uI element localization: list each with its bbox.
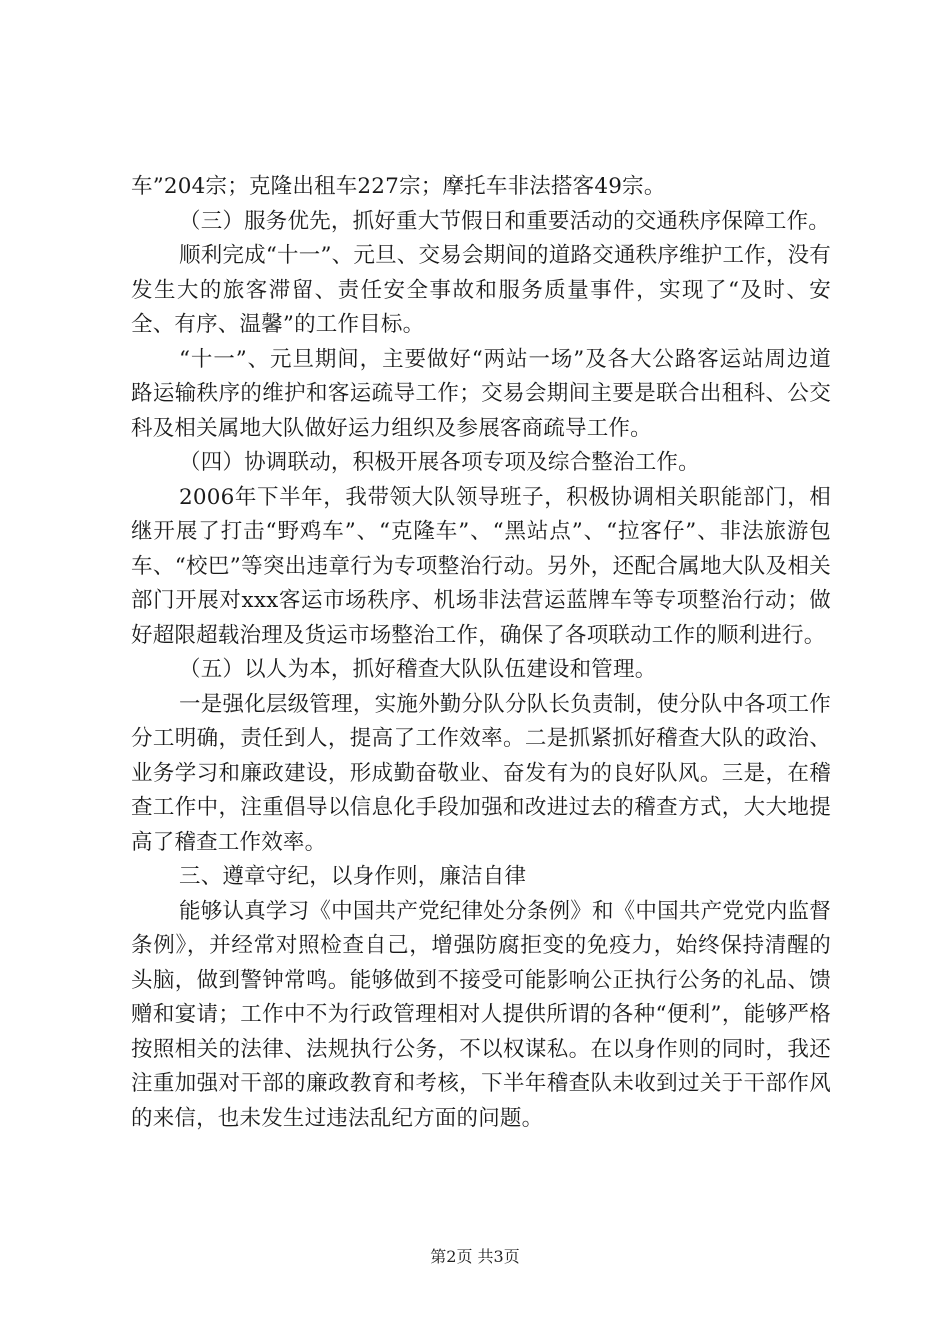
paragraph-4: “十一”、元旦期间，主要做好“两站一场”及各大公路客运站周边道路运输秩序的维护和客运疏导工作；交易会期间主要是联合出租科、公交科及相关属地大队做好运力组织及参展客商疏导工作。 — [131, 346, 831, 441]
paragraph-10: 能够认真学习《中国共产党纪律处分条例》和《中国共产党党内监督条例》，并经常对照检查自己，增强防腐拒变的免疫力，始终保持清醒的头脑，做到警钟常鸣。能够做到不接受可能影响公正执行公务的礼品、馈赠和宴请；工作中不为行政管理相对人提供所谓的各种“便利”，能够严格按照相关的法律、法规执行公务，不以权谋私。在以身作则的同时，我还注重加强对干部的廉政教育和考核，下半年稽查队未收到过关于干部作风的来信，也未发生过违法乱纪方面的问题。 — [131, 898, 831, 1131]
document-body — [131, 170, 831, 1136]
paragraph-9: 三、遵章守纪，以身作则，廉洁自律 — [179, 864, 527, 889]
paragraph-7: （五）以人为本，抓好稽查大队队伍建设和管理。 — [179, 657, 657, 682]
paragraph-5: （四）协调联动，积极开展各项专项及综合整治工作。 — [179, 450, 700, 475]
paragraph-6: 2006年下半年，我带领大队领导班子，积极协调相关职能部门，相继开展了打击“野鸡车”、“克隆车”、“黑站点”、“拉客仔”、非法旅游包车、“校巴”等突出违章行为专项整治行动。另外，还配合属地大队及相关部门开展对xxx客运市场秩序、机场非法营运蓝牌车等专项整治行动；做好超限超载治理及货运市场整治工作，确保了各项联动工作的顺利进行。 — [131, 484, 831, 648]
paragraph-1: 车”204宗；克隆出租车227宗；摩托车非法搭客49宗。 — [131, 174, 666, 199]
paragraph-8: 一是强化层级管理，实施外勤分队分队长负责制，使分队中各项工作分工明确，责任到人，提高了工作效率。二是抓紧抓好稽查大队的政治、业务学习和廉政建设，形成勤奋敬业、奋发有为的良好队风。三是，在稽查工作中，注重倡导以信息化手段加强和改进过去的稽查方式，大大地提高了稽查工作效率。 — [131, 691, 831, 855]
paragraph-3: 顺利完成“十一”、元旦、交易会期间的道路交通秩序维护工作，没有发生大的旅客滞留、责任安全事故和服务质量事件，实现了“及时、安全、有序、温馨”的工作目标。 — [131, 243, 831, 337]
paragraph-2: （三）服务优先，抓好重大节假日和重要活动的交通秩序保障工作。 — [179, 208, 831, 234]
page-footer: 第2页 共3页 — [430, 1247, 520, 1266]
